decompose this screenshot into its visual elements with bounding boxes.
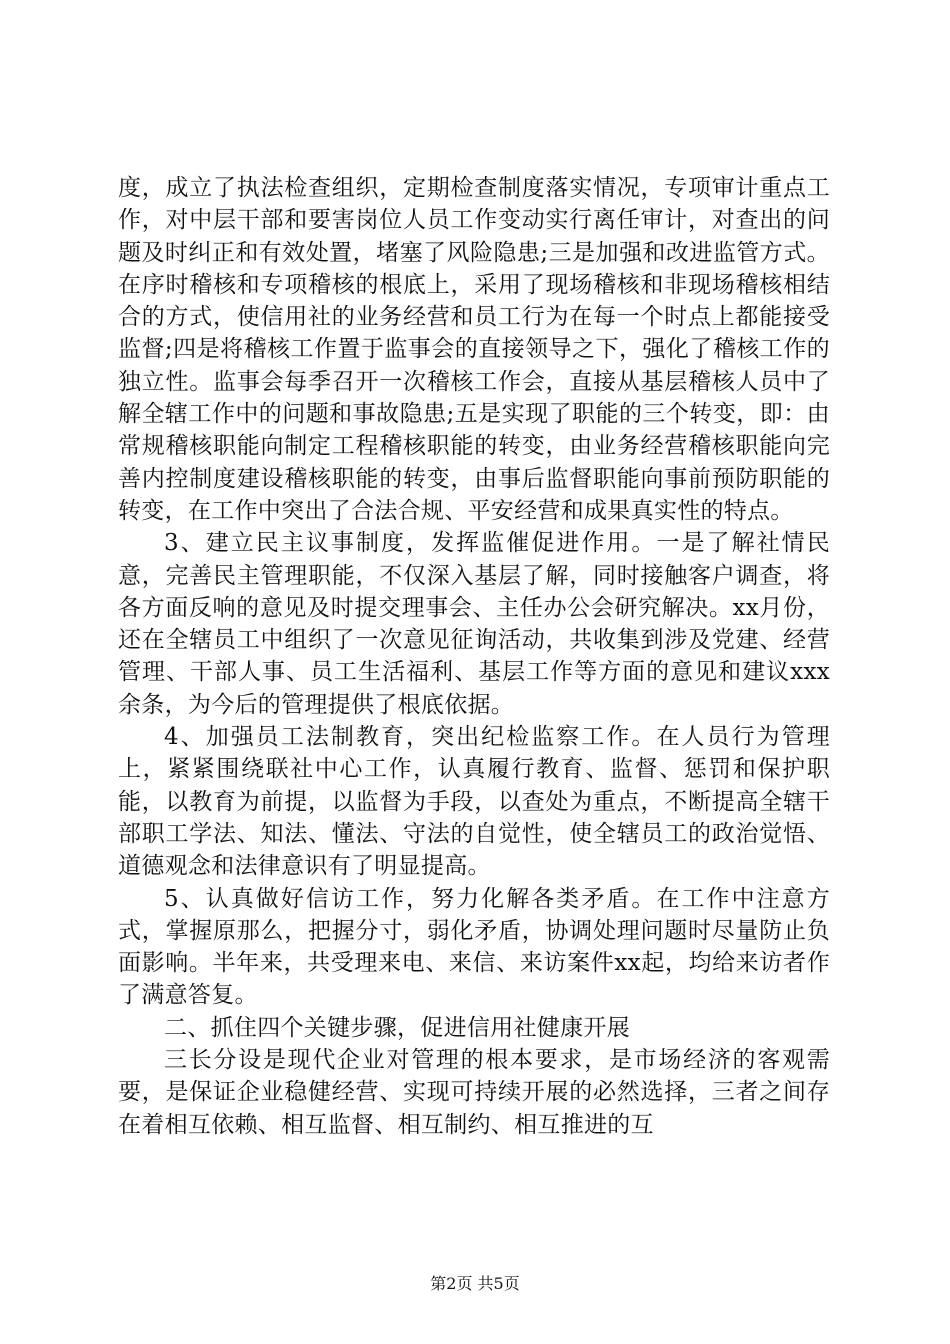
paragraph-1: 度，成立了执法检查组织，定期检查制度落实情况，专项审计重点工作，对中层干部和要害岗位人员工作变动实行离任审计，对查出的问题及时纠正和有效处置，堵塞了风险隐患;三是加强和改进监管方式。在序时稽核和专项稽核的根底上，采用了现场稽核和非现场稽核相结合的方式，使信用社的业务经营和员工行为在每一个时点上都能接受监督;四是将稽核工作置于监事会的直接领导之下，强化了稽核工作的独立性。监事会每季召开一次稽核工作会，直接从基层稽核人员中了解全辖工作中的问题和事故隐患;五是实现了职能的三个转变，即：由常规稽核职能向制定工程稽核职能的转变，由业务经营稽核职能向完善内控制度建设稽核职能的转变，由事后监督职能向事前预防职能的转变，在工作中突出了合法合规、平安经营和成果真实性的特点。	[118, 175, 830, 524]
section-heading: 二、抓住四个关键步骤，促进信用社健康开展	[164, 1014, 630, 1041]
paragraph-2: 3、建立民主议事制度，发挥监催促进作用。一是了解社情民意，完善民主管理职能，不仅深入基层了解，同时接触客户调查，将各方面反响的意见及时提交理事会、主任办公会研究解决。xx月份，还在全辖员工中组织了一次意见征询活动，共收集到涉及党建、经营管理、干部人事、员工生活福利、基层工作等方面的意见和建议xxx余条，为今后的管理提供了根底依据。	[118, 530, 830, 718]
document-body	[118, 172, 830, 1141]
paragraph-5: 三长分设是现代企业对管理的根本要求，是市场经济的客观需要，是保证企业稳健经营、实现可持续开展的必然选择，三者之间存在着相互依赖、相互监督、相互制约、相互推进的互	[118, 1047, 830, 1138]
paragraph-3: 4、加强员工法制教育，突出纪检监察工作。在人员行为管理上，紧紧围绕联社中心工作，认真履行教育、监督、惩罚和保护职能，以教育为前提，以监督为手段，以查处为重点，不断提高全辖干部职工学法、知法、懂法、守法的自觉性，使全辖员工的政治觉悟、道德观念和法律意识有了明显提高。	[118, 724, 830, 880]
page-footer: 第2页 共5页	[430, 1274, 520, 1293]
paragraph-4: 5、认真做好信访工作，努力化解各类矛盾。在工作中注意方式，掌握原那么，把握分寸，弱化矛盾，协调处理问题时尽量防止负面影响。半年来，共受理来电、来信、来访案件xx起，均给来访者作了满意答复。	[118, 885, 830, 1009]
